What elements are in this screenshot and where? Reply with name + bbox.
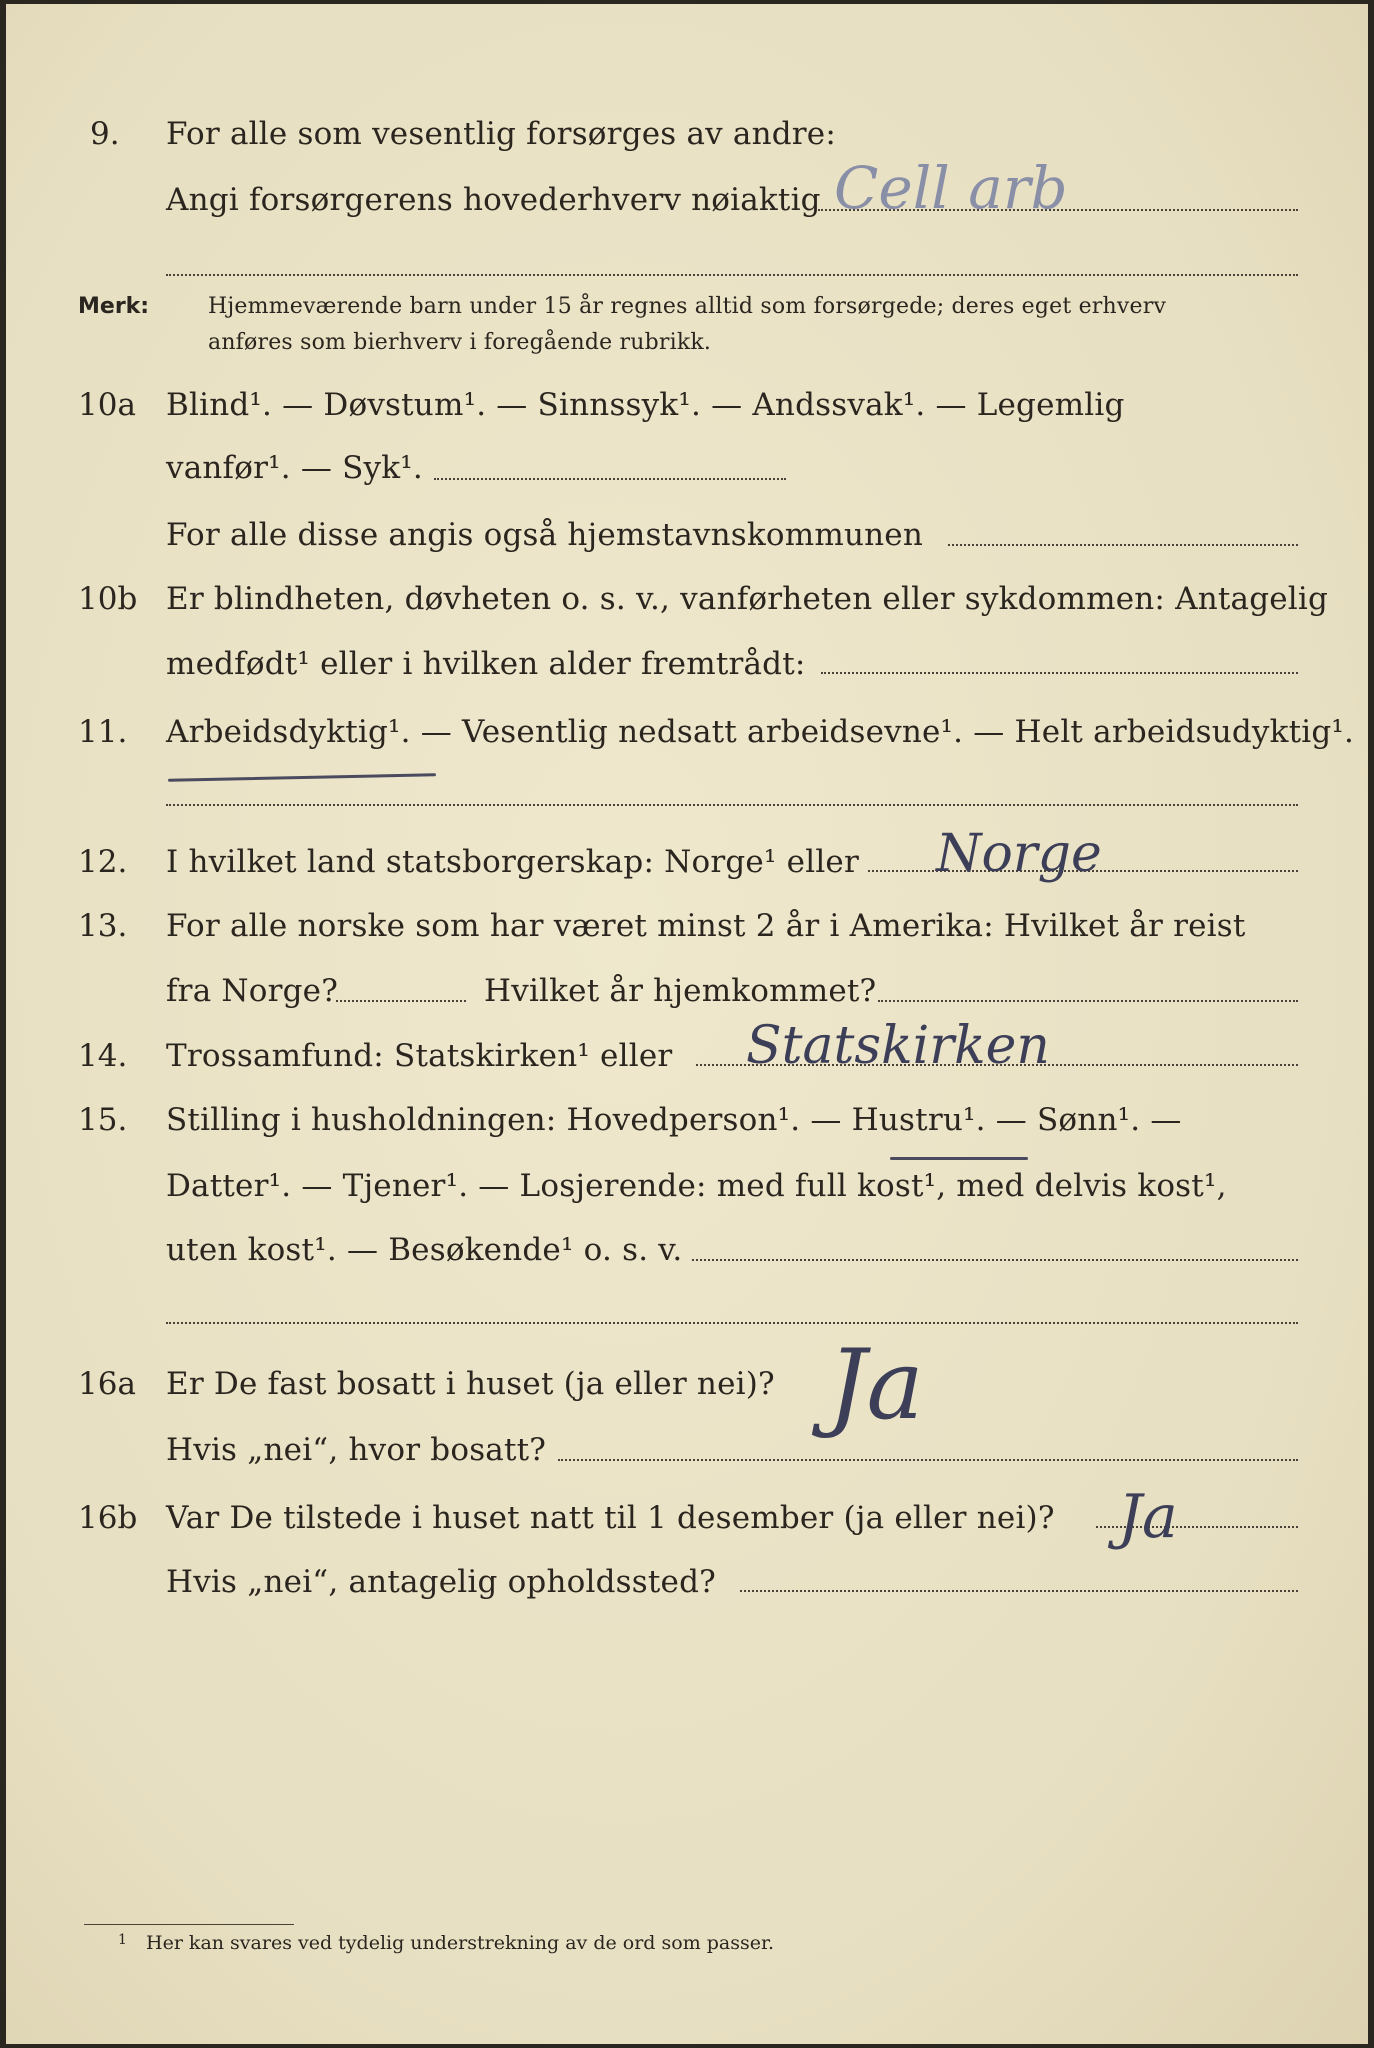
q13-hjemkommet-line xyxy=(878,1000,1298,1002)
q11-number: 11. xyxy=(78,714,128,750)
q12-number: 12. xyxy=(78,844,128,880)
q15-hustru-underline xyxy=(890,1157,1028,1160)
q16a-handwritten-answer: Ja xyxy=(828,1329,924,1441)
q15-extra-line xyxy=(166,1322,1298,1324)
q10a-number: 10a xyxy=(78,387,136,423)
q10b-number: 10b xyxy=(78,581,138,617)
q11-arbeidsdyktig-underline xyxy=(168,773,436,782)
q16b-handwritten-answer: Ja xyxy=(1118,1482,1178,1552)
footnote-rule xyxy=(84,1924,294,1925)
q14-handwritten-answer: Statskirken xyxy=(746,1016,1050,1076)
q16a-number: 16a xyxy=(78,1366,136,1402)
q13-reist-line xyxy=(336,1000,466,1002)
q16b-number: 16b xyxy=(78,1500,138,1536)
q15-line3: uten kost¹. — Besøkende¹ o. s. v. xyxy=(166,1232,683,1268)
q16b-line2: Hvis „nei“, antagelig opholdssted? xyxy=(166,1564,716,1600)
q10a-syk-line xyxy=(434,478,786,480)
q15-answer-line xyxy=(692,1259,1298,1261)
q10b-answer-line xyxy=(821,672,1298,674)
q14-number: 14. xyxy=(78,1038,128,1074)
q10a-line1: Blind¹. — Døvstum¹. — Sinnssyk¹. — Andssvak¹. — Legemlig xyxy=(166,387,1125,423)
footnote-text: Her kan svares ved tydelig understrekning av de ord som passer. xyxy=(146,1932,775,1954)
q14-line1: Trossamfund: Statskirken¹ eller xyxy=(166,1038,673,1074)
q13-number: 13. xyxy=(78,908,128,944)
q9-line2: Angi forsørgerens hovederhverv nøiaktig xyxy=(166,182,821,218)
q16a-bosatt-line xyxy=(558,1459,1298,1461)
q16a-line1: Er De fast bosatt i huset (ja eller nei)? xyxy=(166,1366,775,1402)
q12-line1: I hvilket land statsborgerskap: Norge¹ eller xyxy=(166,844,859,880)
q13-line1: For alle norske som har været minst 2 år i Amerika: Hvilket år reist xyxy=(166,908,1246,944)
merk-line2: anføres som bierhverv i foregående rubrikk. xyxy=(208,330,712,355)
q13-line2b: Hvilket år hjemkommet? xyxy=(484,973,877,1009)
q10b-line2: medfødt¹ eller i hvilken alder fremtrådt: xyxy=(166,646,806,682)
q10a-kommune-line xyxy=(948,544,1298,546)
q16a-line2: Hvis „nei“, hvor bosatt? xyxy=(166,1432,547,1468)
q10a-line3: For alle disse angis også hjemstavnskommunen xyxy=(166,517,923,553)
q11-extra-line xyxy=(166,804,1298,806)
footnote-mark: 1 xyxy=(118,1932,127,1948)
q15-line2: Datter¹. — Tjener¹. — Losjerende: med full kost¹, med delvis kost¹, xyxy=(166,1168,1227,1204)
merk-label: Merk: xyxy=(78,294,150,319)
q9-line1: For alle som vesentlig forsørges av andre: xyxy=(166,116,836,152)
q10b-line1: Er blindheten, døvheten o. s. v., vanførheten eller sykdommen: Antagelig xyxy=(166,581,1329,617)
q16b-opholdssted-line xyxy=(740,1590,1298,1592)
q13-line2a: fra Norge? xyxy=(166,973,339,1009)
q11-line1: Arbeidsdyktig¹. — Vesentlig nedsatt arbeidsevne¹. — Helt arbeidsudyktig¹. xyxy=(166,714,1355,750)
q9-number: 9. xyxy=(90,116,120,152)
q15-number: 15. xyxy=(78,1102,128,1138)
q9-extra-line xyxy=(166,274,1298,276)
merk-line1: Hjemmeværende barn under 15 år regnes alltid som forsørgede; deres eget erhverv xyxy=(208,294,1167,319)
q12-handwritten-answer: Norge xyxy=(936,824,1102,884)
q9-handwritten-answer: Cell arb xyxy=(834,154,1068,222)
q15-line1: Stilling i husholdningen: Hovedperson¹. — Hustru¹. — Sønn¹. — xyxy=(166,1102,1182,1138)
q16b-line1: Var De tilstede i huset natt til 1 desember (ja eller nei)? xyxy=(166,1500,1055,1536)
census-form-sheet xyxy=(6,4,1368,2044)
q10a-line2: vanfør¹. — Syk¹. xyxy=(166,450,423,486)
